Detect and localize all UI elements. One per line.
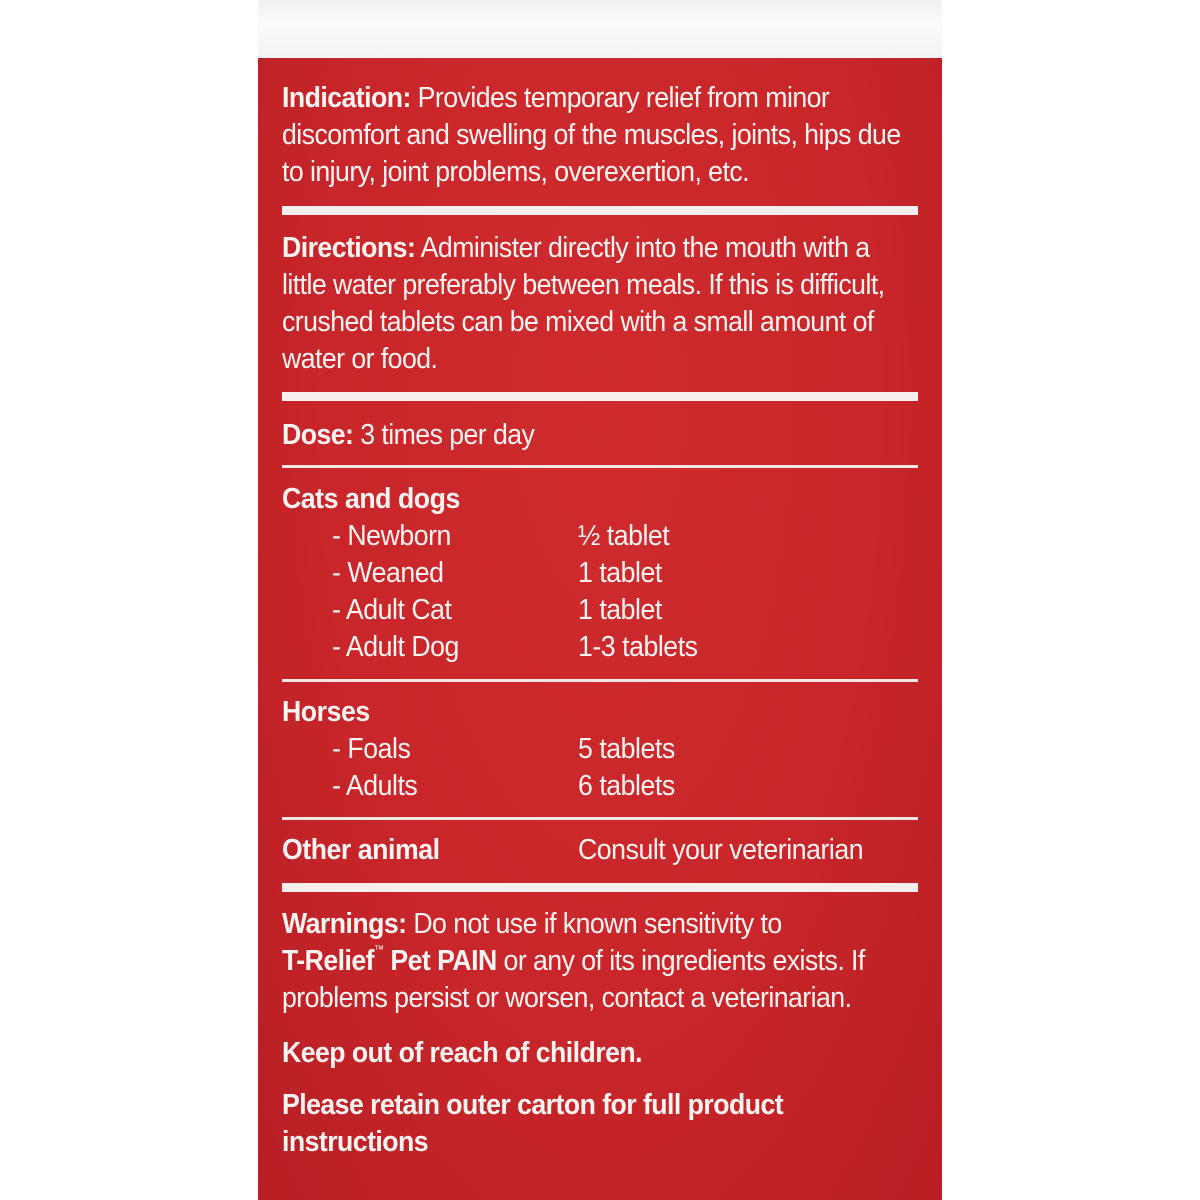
dose-label: Dose: bbox=[282, 419, 354, 451]
brand-name: T-Relief bbox=[282, 945, 374, 977]
divider bbox=[282, 679, 918, 682]
divider bbox=[282, 883, 918, 892]
product-name: Pet PAIN bbox=[383, 945, 497, 977]
divider bbox=[282, 465, 918, 468]
directions-paragraph bbox=[282, 230, 908, 378]
divider bbox=[282, 206, 918, 215]
indication-label: Indication: bbox=[282, 82, 411, 114]
dose-row-value: ½ tablet bbox=[578, 520, 670, 552]
indication-paragraph bbox=[282, 80, 908, 191]
other-animal-value: Consult your veterinarian bbox=[578, 834, 864, 866]
dose-row-value: 6 tablets bbox=[578, 770, 675, 802]
indication-text: Provides temporary relief from minor discomfort and swelling of the muscles, joints, hips due to injury, joint problems, overexertion, etc. bbox=[282, 82, 901, 188]
dose-row-label: - Adult Dog bbox=[332, 631, 459, 663]
warnings-text-2: or any of its ingredients exists. If problems persist or worsen, contact a veterinarian. bbox=[282, 945, 865, 1014]
top-white-band bbox=[258, 0, 942, 58]
dose-row-label: - Newborn bbox=[332, 520, 451, 552]
dose-text: 3 times per day bbox=[353, 419, 535, 451]
dose-row-value: 5 tablets bbox=[578, 733, 675, 765]
directions-text: Administer directly into the mouth with a little water preferably between meals. If this is difficult, crushed tablets can be mixed with a small amount of water or food. bbox=[282, 232, 885, 375]
dose-row-label: - Weaned bbox=[332, 557, 444, 589]
divider bbox=[282, 817, 918, 820]
directions-panel bbox=[258, 58, 942, 1200]
dose-row-label: - Foals bbox=[332, 733, 411, 765]
divider bbox=[282, 392, 918, 401]
other-animal-label: Other animal bbox=[282, 834, 440, 866]
dose-row-value: 1 tablet bbox=[578, 557, 662, 589]
keep-out-notice: Keep out of reach of children. bbox=[282, 1037, 642, 1069]
warnings-label: Warnings: bbox=[282, 908, 407, 940]
warnings-paragraph bbox=[282, 906, 926, 1017]
dose-row-label: - Adult Cat bbox=[332, 594, 452, 626]
warnings-text-1: Do not use if known sensitivity to bbox=[406, 908, 782, 940]
horses-heading: Horses bbox=[282, 696, 370, 728]
cats-dogs-heading: Cats and dogs bbox=[282, 483, 460, 515]
trademark-symbol: ™ bbox=[373, 944, 384, 956]
dose-row-label: - Adults bbox=[332, 770, 418, 802]
dose-row-value: 1 tablet bbox=[578, 594, 662, 626]
directions-label: Directions: bbox=[282, 232, 416, 264]
retain-carton-notice: Please retain outer carton for full product instructions bbox=[282, 1089, 784, 1158]
dose-line bbox=[282, 417, 926, 454]
dose-row-value: 1-3 tablets bbox=[578, 631, 698, 663]
